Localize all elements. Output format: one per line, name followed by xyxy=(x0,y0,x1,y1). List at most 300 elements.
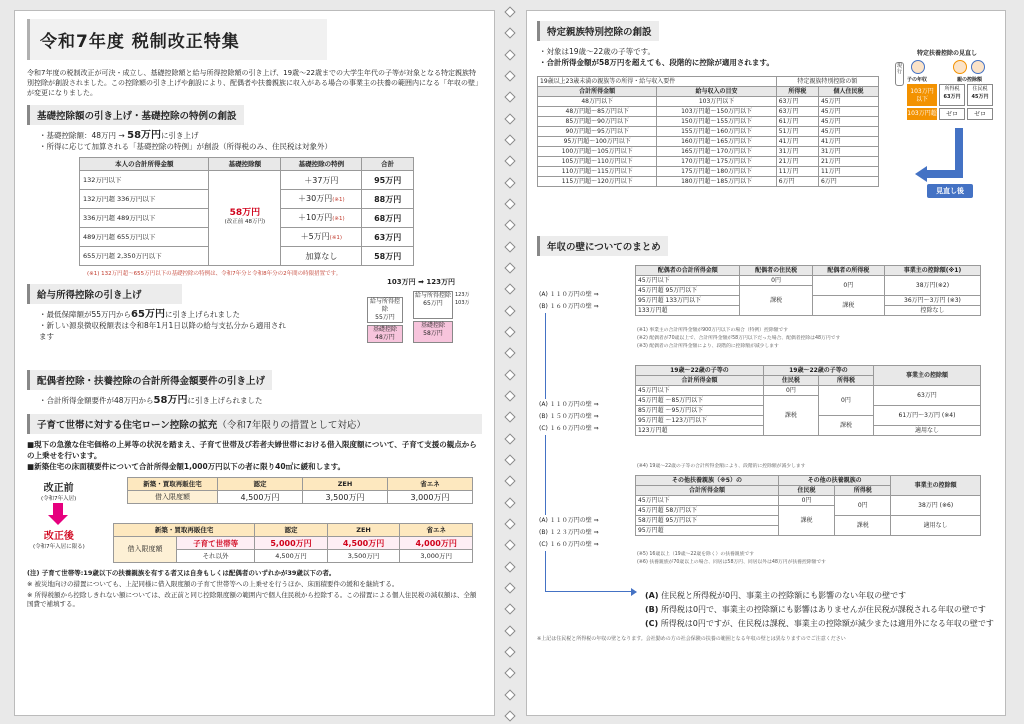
table-cell: 4,500万円 xyxy=(218,491,303,504)
binding-ring-icon xyxy=(504,198,515,209)
point-key: (B) xyxy=(645,605,659,614)
figure-before: 103万円 xyxy=(387,278,416,286)
table-cell: 45万円超 95万円以下 xyxy=(636,286,740,296)
table-header-row xyxy=(636,266,981,276)
table-header-row xyxy=(636,476,981,486)
figure-text: 所得税 xyxy=(944,86,960,92)
figure-row1-label xyxy=(907,84,937,106)
table-cell: 655万円超 2,350万円以下 xyxy=(80,247,209,266)
table-cell: 41万円 xyxy=(776,137,818,147)
spouse-table xyxy=(635,265,981,316)
table-cell: 103万円以下 xyxy=(657,97,776,107)
table-row xyxy=(538,107,879,117)
cell-text: ＋5万円 xyxy=(300,231,330,241)
table-cell: 0円 xyxy=(740,276,812,286)
table-cell: 0円 xyxy=(812,276,884,296)
table-cell: 100万円超～105万円以下 xyxy=(538,147,657,157)
bullet-salary-min xyxy=(27,309,317,320)
figure-col-label: 子の年収 xyxy=(907,77,928,83)
table-cell: 控除なし xyxy=(884,306,980,316)
point-text: 所得税は0円で、事業主の控除額にも影響はありませんが住民税が課税される年収の壁です xyxy=(660,605,986,614)
binding-ring-icon xyxy=(504,646,515,657)
table-cell: 課税 xyxy=(740,286,812,316)
table-cell xyxy=(281,171,362,190)
table-cell: 90万円超～95万円以下 xyxy=(538,127,657,137)
table-cell: 175万円超～180万円以下 xyxy=(657,167,776,177)
table-cell: 3,500万円 xyxy=(303,491,388,504)
table-caption-row xyxy=(538,77,879,87)
table-cell: 105万円超～110万円以下 xyxy=(538,157,657,167)
basic-note: (※1) 132万円超～655万円以下の基礎控除の特例は、令和7年分と令和8年分の2年間の時限措置です。 xyxy=(87,271,342,277)
table-cell: 41万円 xyxy=(818,137,878,147)
footnote: (※2) 配偶者が70歳以上で、合計所得金額が58万円以下だった場合、配偶者控除は48万円です xyxy=(637,336,841,341)
table-cell: 95万円超～100万円以下 xyxy=(538,137,657,147)
wall-label: (A) １１０万円の壁 ⇒ xyxy=(539,401,599,408)
footnote: (※3) 配偶者の合計所得金額により、段階的に控除額が減少します xyxy=(637,344,779,349)
table-cell: 160万円超～165万円以下 xyxy=(657,137,776,147)
table-cell: 58万円超 95万円以下 xyxy=(636,516,779,526)
table-cell: 85万円超 ～95万円以下 xyxy=(636,406,764,416)
before-table xyxy=(127,477,473,504)
section-heading-salary: 給与所得控除の引き上げ xyxy=(27,284,182,304)
basic-deduction-cell xyxy=(209,171,281,266)
housing-note-3: ※ 所得税額から控除しきれない額については、改正前と同じ控除限度額の範囲内で個人住民税から控除する。この措置による個人住民税の減収額は、全額国費で補填する。 xyxy=(27,591,477,608)
table-cell: 110万円超～115万円以下 xyxy=(538,167,657,177)
binding-ring-icon xyxy=(504,262,515,273)
footnote: (※5) 16歳以上（19歳～22歳を除く）の扶養親族です xyxy=(637,552,754,557)
binding-ring-icon xyxy=(504,113,515,124)
section-heading-summary: 年収の壁についてのまとめ xyxy=(537,236,668,256)
table-cell: 45万円以下 xyxy=(636,386,764,396)
heading-text: 子育て世帯に対する住宅ローン控除の拡充 xyxy=(37,420,218,431)
parent-avatar-icon xyxy=(971,60,985,74)
heading-sub: （令和7年限りの措置として対応） xyxy=(217,420,366,431)
child-table xyxy=(635,365,981,436)
table-cell: 48万円超～85万円以下 xyxy=(538,107,657,117)
table-cell: 336万円超 489万円以下 xyxy=(80,209,209,228)
table-cell: 課税 xyxy=(763,396,818,436)
table-row xyxy=(80,171,414,190)
figure-arrow-shaft xyxy=(925,170,963,178)
table-header: 事業主の控除額 xyxy=(891,476,981,496)
bullet-text: に引き上げられました xyxy=(164,310,240,319)
binding-ring-icon xyxy=(504,220,515,231)
spouse-notes xyxy=(637,327,840,351)
table-cell: 45万円 xyxy=(818,97,878,107)
table-cell: それ以外 xyxy=(177,550,255,563)
table-cell: 11万円 xyxy=(818,167,878,177)
before-label xyxy=(41,479,76,502)
cell-text: ＋37万円 xyxy=(304,175,339,185)
table-header-row xyxy=(538,87,879,97)
table-cell: 45万円 xyxy=(818,127,878,137)
bullet-specific-stepwise: ・合計所得金額が58万円を超えても、段階的に控除が適用されます。 xyxy=(539,58,774,67)
binding-ring-icon xyxy=(504,454,515,465)
table-row xyxy=(538,157,879,167)
table-header: その他の扶養親族の xyxy=(778,476,890,486)
table-cell: 68万円 xyxy=(362,209,414,228)
figure-new-basic xyxy=(413,321,453,343)
table-cell: 132万円超 336万円以下 xyxy=(80,190,209,209)
table-caption: 特定親族特別控除の額 xyxy=(776,77,878,87)
table-header: 合計所得金額 xyxy=(636,486,779,496)
table-cell: 45万円 xyxy=(818,107,878,117)
summary-section xyxy=(537,261,995,617)
table-cell: 180万円超～185万円以下 xyxy=(657,177,776,187)
table-cell: 45万円超 58万円以下 xyxy=(636,506,779,516)
table-header: ZEH xyxy=(303,478,388,491)
table-cell: 132万円以下 xyxy=(80,171,209,190)
bullet-dependent xyxy=(27,395,482,406)
cell-note: (※1) xyxy=(332,215,345,222)
housing-note-1: (注) 子育て世帯等:19歳以下の扶養親族を有する者又は自身もしくは配偶者のいずれかが39歳以下の者。 xyxy=(27,569,336,577)
binding-ring-icon xyxy=(504,70,515,81)
figure-value: 58万円 xyxy=(423,330,443,337)
table-header: 省エネ xyxy=(400,524,473,537)
table-header: 本人の合計所得金額 xyxy=(80,158,209,171)
table-row xyxy=(538,117,879,127)
intro-text: 令和7年度の税制改正が可決・成立し、基礎控除額と給与所得控除額の引き上げ、19歳～22歳までの大学生年代の子等が対象となる特定親族特別控除が創設されました。この控除額の引き上げや創設により、配偶者や扶養親族に収入がある場合の事業主の扶養の範囲内になる「年収の壁」が変更になりました。 xyxy=(27,69,482,97)
table-cell: 0円 xyxy=(778,496,834,506)
table-header: 事業主の控除額(※1) xyxy=(884,266,980,276)
before-sub: (令和7年入居) xyxy=(41,496,77,502)
table-cell xyxy=(281,190,362,209)
wall-label: (C) １６０万円の壁 ⇒ xyxy=(539,541,599,548)
table-cell: 4,500万円 xyxy=(255,550,328,563)
figure-col-label: 親の控除額 xyxy=(957,77,983,83)
table-cell: 95万円 xyxy=(362,171,414,190)
binding-ring-icon xyxy=(504,348,515,359)
figure-value: 55万円 xyxy=(375,314,395,321)
table-row xyxy=(538,167,879,177)
housing-note-2: ※ 被災地向けの措置についても、上記同様に借入限度額の子育て世帯等への上乗せを行うほか、床面積要件の緩和を継続する。 xyxy=(27,580,399,588)
binding-ring-icon xyxy=(504,497,515,508)
other-dependent-table xyxy=(635,475,981,536)
housing-point-1: ■現下の急激な住宅価格の上昇等の状況を踏まえ、子育て世帯及び若者夫婦世帯における借入限度額について、子育て支援の観点からの上乗せを行います。 xyxy=(27,440,477,460)
table-cell: 6万円 xyxy=(818,177,878,187)
wall-label: (A) １１０万円の壁 ⇒ xyxy=(539,517,599,524)
table-cell: 38万円(※2) xyxy=(884,276,980,296)
wall-label-group-3 xyxy=(539,515,599,551)
binding-ring-icon xyxy=(504,710,515,721)
left-page xyxy=(14,10,495,716)
table-cell: 123万円超 xyxy=(636,426,764,436)
binding-ring-icon xyxy=(504,49,515,60)
footnote: (※4) 19歳～22歳の子等の合計所得金額により、段階的に控除額が減少します xyxy=(637,464,806,469)
table-cell: 課税 xyxy=(812,296,884,316)
binding-ring-icon xyxy=(504,241,515,252)
specific-section xyxy=(537,46,995,232)
table-header: 新築・買取再販住宅 xyxy=(128,478,218,491)
down-arrow-shaft xyxy=(53,503,63,515)
figure-after: 123万円 xyxy=(426,278,455,286)
table-cell: 88万円 xyxy=(362,190,414,209)
specific-figure xyxy=(895,48,999,228)
after-label xyxy=(33,527,85,550)
table-header-row xyxy=(128,478,473,491)
binding-ring-icon xyxy=(504,412,515,423)
cell-text: ＋30万円 xyxy=(298,193,333,203)
wall-label-group-2 xyxy=(539,399,599,435)
table-cell: 0円 xyxy=(835,496,891,516)
table-header: 所得税 xyxy=(835,486,891,496)
figure-cell xyxy=(939,84,965,106)
table-cell: 借入限度額 xyxy=(128,491,218,504)
binding-ring-icon xyxy=(504,689,515,700)
table-cell: 95万円超 133万円以下 xyxy=(636,296,740,306)
table-cell: 課税 xyxy=(778,506,834,536)
binding-ring-icon xyxy=(504,6,515,17)
table-cell: 子育て世帯等 xyxy=(177,537,255,550)
binding-ring-icon xyxy=(504,305,515,316)
binding-ring-icon xyxy=(504,561,515,572)
table-header: 19歳～22歳の子等の xyxy=(763,366,873,376)
table-header: 配偶者の合計所得金額 xyxy=(636,266,740,276)
binding-ring-icon xyxy=(504,92,515,103)
table-row xyxy=(636,496,981,506)
table-header: 合計 xyxy=(362,158,414,171)
basic-deduction-sub: (改正前 48万円) xyxy=(224,219,266,225)
figure-label: 基礎控除 xyxy=(372,326,397,333)
table-cell: 21万円 xyxy=(776,157,818,167)
bullet-text: に引き上げ xyxy=(161,131,199,140)
salary-figure xyxy=(361,277,481,361)
table-cell xyxy=(281,209,362,228)
binding-ring-icon xyxy=(504,625,515,636)
table-header: 合計所得金額 xyxy=(538,87,657,97)
table-cell: 45万円 xyxy=(818,117,878,127)
binding-ring-icon xyxy=(504,156,515,167)
after-title: 改正後 xyxy=(43,531,74,542)
table-row xyxy=(636,386,981,396)
table-row xyxy=(538,127,879,137)
figure-text: 103万円 xyxy=(910,88,934,95)
table-cell: 170万円超～175万円以下 xyxy=(657,157,776,167)
figure-value: 45万円 xyxy=(971,94,989,100)
arrow-icon: ➡ xyxy=(418,278,424,286)
table-cell: 3,500万円 xyxy=(327,550,400,563)
figure-label: 基礎控除 xyxy=(420,322,445,329)
table-cell: 63万円 xyxy=(362,228,414,247)
table-row xyxy=(636,276,981,286)
bullet-value: 65万円 xyxy=(131,309,165,320)
basic-deduction-table xyxy=(79,157,414,266)
after-review-badge: 見直し後 xyxy=(927,184,973,198)
figure-zero: ゼロ xyxy=(939,108,965,120)
table-header: 所得税 xyxy=(818,376,873,386)
figure-title xyxy=(361,277,481,287)
child-notes xyxy=(637,463,805,471)
table-cell: 63万円 xyxy=(776,107,818,117)
figure-value: 63万円 xyxy=(943,94,961,100)
bullet-special: ・所得に応じて加算される「基礎控除の特例」が創設（所得税のみ、住民税は対象外） xyxy=(39,142,332,151)
table-cell: 150万円超～155万円以下 xyxy=(657,117,776,127)
binding-ring-icon xyxy=(504,582,515,593)
cell-note: (※1) xyxy=(329,234,343,241)
binding-ring-icon xyxy=(504,326,515,337)
table-header: 住民税 xyxy=(763,376,818,386)
table-cell: 61万円～3万円 (※4) xyxy=(874,406,981,426)
table-header: 所得税 xyxy=(776,87,818,97)
child-avatar-icon xyxy=(911,60,925,74)
figure-side-label: 123万 xyxy=(455,292,470,298)
bullet-text: に引き上げられました xyxy=(187,396,263,405)
binding-spine xyxy=(500,8,520,720)
table-cell: 加算なし xyxy=(281,247,362,266)
table-cell: 115万円超～120万円以下 xyxy=(538,177,657,187)
figure-label: 給与所得控除 xyxy=(414,292,451,299)
page-title: 令和7年度 税制改正特集 xyxy=(27,19,327,60)
table-cell: 適用なし xyxy=(891,516,981,536)
table-row xyxy=(538,137,879,147)
table-cell: 45万円超 ～85万円以下 xyxy=(636,396,764,406)
table-header: 事業主の控除額 xyxy=(874,366,981,386)
binding-ring-icon xyxy=(504,369,515,380)
table-cell: 21万円 xyxy=(818,157,878,167)
table-cell: 45万円以下 xyxy=(636,276,740,286)
right-page xyxy=(526,10,1006,716)
binding-ring-icon xyxy=(504,28,515,39)
table-cell: 適用なし xyxy=(874,426,981,436)
table-header: 新築・買取再販住宅 xyxy=(114,524,255,537)
table-row xyxy=(128,491,473,504)
figure-value: 48万円 xyxy=(375,334,395,341)
table-header: 基礎控除額 xyxy=(209,158,281,171)
table-cell xyxy=(281,228,362,247)
binding-ring-icon xyxy=(504,177,515,188)
parent-avatar-icon xyxy=(953,60,967,74)
table-header-row xyxy=(636,366,981,376)
table-header: 配偶者の住民税 xyxy=(740,266,812,276)
salary-section xyxy=(27,277,482,363)
table-cell: 48万円以下 xyxy=(538,97,657,107)
housing-tables xyxy=(27,475,482,567)
after-table xyxy=(113,523,473,563)
bullet-basic-amount xyxy=(27,130,482,141)
wall-label: (A) １１０万円の壁 ⇒ xyxy=(539,291,599,298)
table-cell: 36万円～3万円 (※3) xyxy=(884,296,980,306)
footnote: (※1) 事業主の合計所得金額が900万円以下の場合（特例）控除額です xyxy=(637,328,789,333)
bullet-text: ・合計所得金額要件が48万円から xyxy=(39,396,154,405)
table-cell: 借入限度額 xyxy=(114,537,177,563)
bullet-value: 58万円 xyxy=(127,130,162,141)
table-caption: 19歳以上23歳未満の親族等の所得・給与収入要件 xyxy=(538,77,777,87)
summary-connector-h xyxy=(545,591,635,592)
table-cell: 4,000万円 xyxy=(400,537,473,550)
point-key: (C) xyxy=(645,619,659,628)
table-cell: 0円 xyxy=(763,386,818,396)
table-cell: 165万円超～170万円以下 xyxy=(657,147,776,157)
figure-label: 給与所得控除 xyxy=(369,298,400,313)
cell-note: (※1) xyxy=(332,196,345,203)
table-header: 19歳～22歳の子等の xyxy=(636,366,764,376)
binding-ring-icon xyxy=(504,284,515,295)
left-arrow-icon xyxy=(915,166,927,182)
table-header: 基礎控除の特例 xyxy=(281,158,362,171)
point-key: (A) xyxy=(645,591,659,600)
table-cell: 3,000万円 xyxy=(388,491,473,504)
table-row xyxy=(538,147,879,157)
bullet-value: 58万円 xyxy=(153,395,188,406)
table-cell: 85万円超～90万円以下 xyxy=(538,117,657,127)
figure-row2-label: 103万円超 xyxy=(907,108,937,120)
figure-text: 住民税 xyxy=(972,86,988,92)
table-row xyxy=(114,537,473,550)
table-cell: 11万円 xyxy=(776,167,818,177)
table-cell: 5,000万円 xyxy=(255,537,328,550)
bullet-text: ・基礎控除額：48万円 → xyxy=(39,131,125,140)
binding-ring-icon xyxy=(504,134,515,145)
wall-label: (B) １５０万円の壁 ⇒ xyxy=(539,413,599,420)
table-cell: 489万円超 655万円以下 xyxy=(80,228,209,247)
figure-side-label: 現行 xyxy=(895,62,904,86)
table-header-row xyxy=(114,524,473,537)
table-cell: 31万円 xyxy=(776,147,818,157)
table-cell: 95万円超 xyxy=(636,526,779,536)
figure-new-salary xyxy=(413,291,453,319)
table-cell: 課税 xyxy=(818,416,873,436)
table-cell: 課税 xyxy=(835,516,891,536)
table-cell: 103万円超～150万円以下 xyxy=(657,107,776,117)
figure-cell xyxy=(967,84,993,106)
table-cell: 63万円 xyxy=(776,97,818,107)
section-heading-dependent: 配偶者控除・扶養控除の合計所得金額要件の引き上げ xyxy=(27,370,272,390)
table-header: 給与収入の目安 xyxy=(657,87,776,97)
table-cell: 0円 xyxy=(818,386,873,416)
table-header: 配偶者の所得税 xyxy=(812,266,884,276)
figure-side-label: 103万 xyxy=(455,300,470,306)
binding-ring-icon xyxy=(504,476,515,487)
wall-label-group-1 xyxy=(539,289,599,313)
figure-old-basic xyxy=(367,325,403,343)
point-text: 所得税は0円ですが、住民税は課税、事業主の控除額が減少または適用外になる年収の壁です xyxy=(660,619,994,628)
table-cell: 4,500万円 xyxy=(327,537,400,550)
basic-deduction-value: 58万円 xyxy=(229,208,261,218)
table-header: 認定 xyxy=(255,524,328,537)
summary-footnote: ※上記は住民税と所得税の年収の壁となります。会社勤めの方の社会保険の扶養の範囲となる年収の壁とは異なりますのでご注意ください xyxy=(537,636,846,642)
figure-arrow-shaft xyxy=(955,128,963,170)
table-header: その他扶養親族（※5）の xyxy=(636,476,779,486)
specific-table xyxy=(537,76,879,187)
point-text: 住民税と所得税が0円、事業主の控除額にも影響のない年収の壁です xyxy=(661,591,907,600)
table-header: 合計所得金額 xyxy=(636,376,764,386)
table-cell: 95万円超 ～123万円以下 xyxy=(636,416,764,426)
table-cell: 63万円 xyxy=(874,386,981,406)
binding-ring-icon xyxy=(504,518,515,529)
figure-old-salary xyxy=(367,297,403,323)
table-cell: 38万円 (※6) xyxy=(891,496,981,516)
specific-table-body xyxy=(538,97,879,187)
wall-label: (B) １６０万円の壁 ⇒ xyxy=(539,303,599,310)
table-cell: 58万円 xyxy=(362,247,414,266)
figure-value: 65万円 xyxy=(423,300,443,307)
binding-ring-icon xyxy=(504,668,515,679)
summary-point-c xyxy=(645,617,995,631)
other-notes xyxy=(637,551,826,567)
table-cell: 133万円超 xyxy=(636,306,740,316)
table-cell: 155万円超～160万円以下 xyxy=(657,127,776,137)
wall-label: (B) １２３万円の壁 ⇒ xyxy=(539,529,599,536)
housing-point-2: ■新築住宅の床面積要件について合計所得金額1,000万円以下の者に限り40㎡に緩和します。 xyxy=(27,462,345,471)
right-arrow-icon xyxy=(631,588,637,596)
binding-ring-icon xyxy=(504,433,515,444)
wall-label: (C) １６０万円の壁 ⇒ xyxy=(539,425,599,432)
table-cell: 45万円以下 xyxy=(636,496,779,506)
figure-zero: ゼロ xyxy=(967,108,993,120)
binding-ring-icon xyxy=(504,604,515,615)
figure-text: 以下 xyxy=(915,96,928,103)
table-cell: 3,000万円 xyxy=(400,550,473,563)
